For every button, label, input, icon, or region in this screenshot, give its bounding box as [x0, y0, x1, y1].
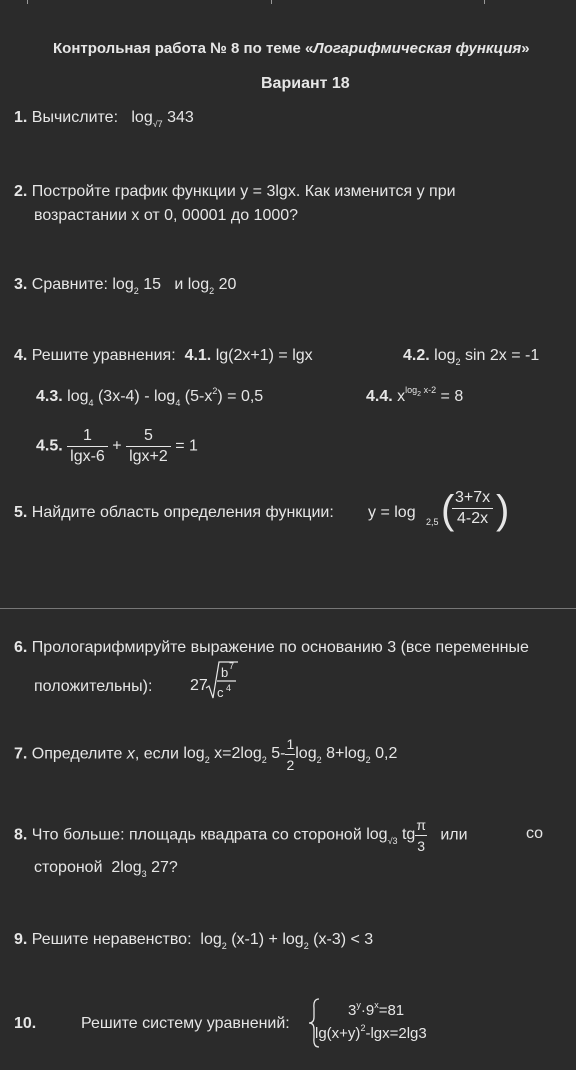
- task-6-expression: 27 b 7 c 4: [190, 656, 250, 706]
- title-prefix: Контрольная работа № 8 по теме «: [53, 40, 314, 57]
- title-topic: Логарифмическая функция: [313, 40, 522, 57]
- section-divider: [0, 608, 576, 609]
- task-8-co: со: [526, 825, 544, 842]
- task-1: 1. Вычислите: $\log_{√7} 343$: [14, 109, 194, 129]
- paren-right: ): [496, 488, 510, 532]
- fraction-half: $\frac{1}{2}$: [286, 736, 295, 773]
- fraction-2: $\frac{5}{\lg x+2}$: [126, 426, 171, 467]
- document-title: [53, 39, 530, 59]
- variant-label: Вариант 18: [261, 75, 350, 92]
- task-10: 10.: [14, 1015, 37, 1032]
- top-border: [0, 0, 576, 4]
- title-suffix: »: [521, 40, 530, 57]
- task-4-5: 4.5. $\frac{1}{\lg x-6}$ + $\frac{5}{\lg x+2}$ = 1: [36, 427, 198, 465]
- task-7: 7. Определите x, если $\log_2 x=2\log_2$ 5- $\frac{1}{2}$ $\log_2 8+\log_2$ 0,2: [14, 736, 398, 773]
- task-4-2: 4.2. $\log_2 \sin 2x = -1$: [403, 347, 540, 367]
- task-8-line-2: стороной $2\log_3$ 27?: [34, 859, 178, 879]
- system-row-1: $3^y\cdot 9^x=81$: [348, 1000, 405, 1019]
- fraction-pi-3: $\frac{\pi}{3}$: [416, 817, 426, 854]
- paren-left: (: [441, 488, 455, 532]
- task-9: 9. Решите неравенство: $\log_2 (x-1) + \log_2 (x-3) < 3$: [14, 931, 374, 951]
- task-8: 8. Что больше: площадь квадрата со стороной $\log_{√3}$ tg $\frac{\pi}{3}$ или: [14, 817, 468, 854]
- task-4: 4. Решите уравнения: 4.1. lg(2x+1) = lgx: [14, 347, 313, 364]
- task-2: 2. Постройте график функции y = 3lgx. Как изменится y при: [14, 183, 456, 200]
- domain-fraction: $\frac{3+7x}{4-2x}$: [452, 488, 493, 529]
- equation-system: [308, 996, 458, 1050]
- task-6-line-2: положительны):: [34, 678, 153, 695]
- system-row-2: $\lg(x+y)^2-\lg x=2\lg 3$: [315, 1023, 427, 1042]
- fraction-1: $\frac{1}{\lg x-6}$: [67, 426, 108, 467]
- task-4-4: 4.4. $x^{log_2 x-2} = 8$: [366, 385, 464, 405]
- task-3: 3. Сравните: $\log_2 15$ и $\log_2 20$: [14, 276, 237, 296]
- task-4-3: 4.3. $\log_4 (3x-4) - \log_4 (5-x^2) = 0,5$: [36, 386, 264, 408]
- task-10-text: Решите систему уравнений:: [81, 1015, 290, 1032]
- task-5: 5. Найдите область определения функции:: [14, 504, 334, 521]
- task-6: 6. Прологарифмируйте выражение по основанию 3 (все переменные: [14, 639, 529, 656]
- task-2-line-2: возрастании x от 0, 00001 до 1000?: [34, 207, 299, 224]
